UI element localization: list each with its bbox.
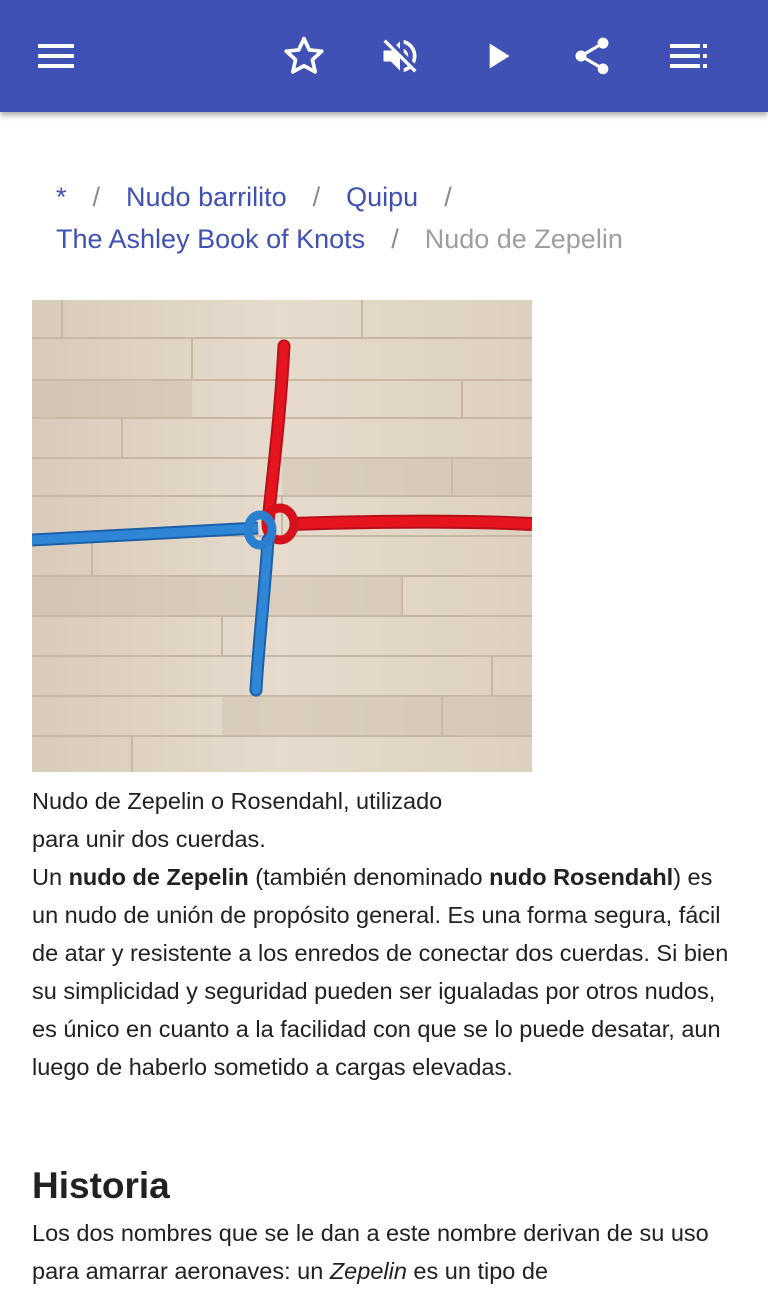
contents-button[interactable] bbox=[656, 24, 720, 88]
breadcrumb-current: Nudo de Zepelin bbox=[424, 224, 623, 254]
intro-prefix: Un bbox=[32, 864, 69, 890]
intro-rest: ) es un nudo de unión de propósito general. Es una forma segura, fácil de atar y resistente a los enredos de conectar dos cuerdas. Si bien su simplicidad y seguridad pueden ser igualadas por otros nudos, es único en cuanto a la facilidad con que se lo puede desatar, aun luego de haberlo sometido a cargas elevadas. bbox=[32, 864, 729, 1080]
breadcrumb-link-home[interactable]: * bbox=[56, 182, 67, 212]
history-prefix: Los dos nombres que se le dan a este nombre derivan de su uso para amarrar aeronaves: un bbox=[32, 1220, 709, 1284]
intro-paragraph bbox=[32, 858, 736, 1086]
breadcrumb-separator: / bbox=[391, 224, 399, 254]
app-bar bbox=[0, 0, 768, 112]
mute-button[interactable] bbox=[368, 24, 432, 88]
play-button[interactable] bbox=[466, 24, 530, 88]
share-icon bbox=[570, 34, 614, 78]
breadcrumb-separator: / bbox=[312, 182, 321, 212]
breadcrumb-link-ashley-book[interactable]: The Ashley Book of Knots bbox=[56, 224, 366, 254]
breadcrumb-separator: / bbox=[92, 182, 101, 212]
knot-illustration bbox=[32, 300, 532, 772]
term-zepelin-italic: Zepelin bbox=[329, 1258, 407, 1284]
term-rosendahl: nudo Rosendahl bbox=[489, 864, 674, 890]
share-button[interactable] bbox=[560, 24, 624, 88]
figure-caption bbox=[32, 782, 512, 858]
breadcrumb-link-nudo-barrilito[interactable]: Nudo barrilito bbox=[126, 182, 287, 212]
menu-button[interactable] bbox=[24, 24, 88, 88]
star-icon bbox=[282, 34, 326, 78]
intro-mid: (también denominado bbox=[248, 864, 490, 890]
breadcrumb-separator: / bbox=[444, 182, 452, 212]
term-zepelin: nudo de Zepelin bbox=[68, 864, 249, 890]
list-icon bbox=[668, 36, 708, 76]
section-heading-historia: Historia bbox=[32, 1165, 170, 1206]
breadcrumb bbox=[56, 176, 736, 260]
breadcrumb-link-quipu[interactable]: Quipu bbox=[346, 182, 419, 212]
play-icon bbox=[478, 36, 518, 76]
history-rest: es un tipo de bbox=[406, 1258, 549, 1284]
caption-line-2: para unir dos cuerdas. bbox=[32, 826, 266, 852]
caption-line-1: Nudo de Zepelin o Rosendahl, utilizado bbox=[32, 788, 443, 814]
volume-off-icon bbox=[378, 34, 422, 78]
favorite-button[interactable] bbox=[272, 24, 336, 88]
history-paragraph bbox=[32, 1214, 736, 1290]
menu-icon bbox=[36, 36, 76, 76]
knot-photo[interactable] bbox=[32, 300, 532, 772]
